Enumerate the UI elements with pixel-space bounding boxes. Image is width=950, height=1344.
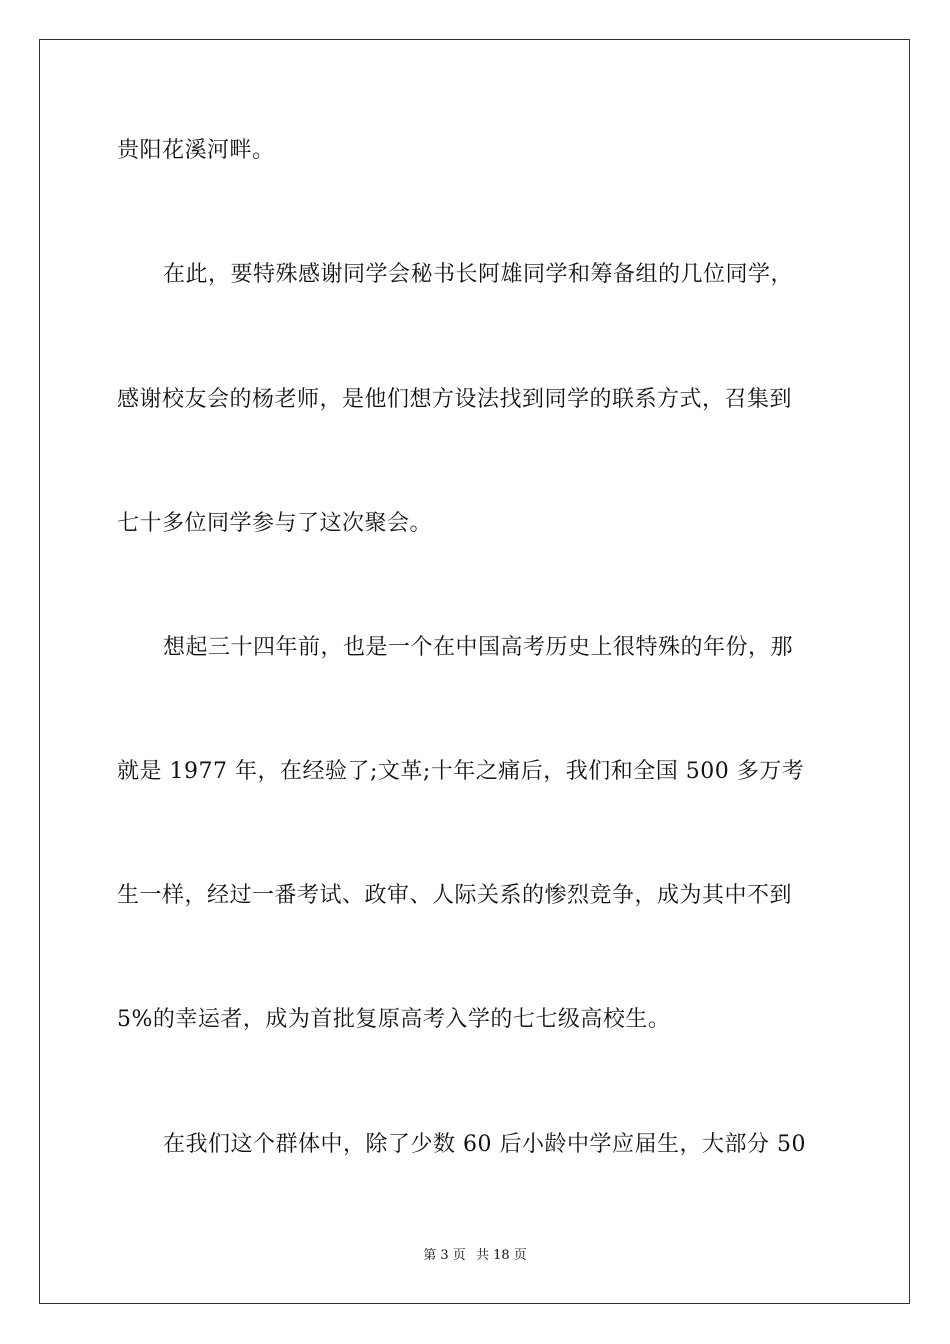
text-line-1: 贵阳花溪河畔。: [117, 138, 275, 163]
text-line-6: 就是 1977 年，在经验了;文革;十年之痛后，我们和全国 500 多万考: [117, 759, 805, 784]
text-line-8: 5%的幸运者，成为首批复原高考入学的七七级高校生。: [117, 1007, 671, 1032]
text-line-4: 七十多位同学参与了这次聚会。: [117, 511, 433, 536]
text-line-3: 感谢校友会的杨老师，是他们想方设法找到同学的联系方式，召集到: [117, 387, 793, 412]
text-line-5: 想起三十四年前，也是一个在中国高考历史上很特殊的年份，那: [163, 635, 794, 660]
page-border: [39, 39, 910, 1304]
page-footer: [0, 1247, 950, 1265]
text-line-9: 在我们这个群体中，除了少数 60 后小龄中学应届生，大部分 50: [163, 1132, 806, 1157]
page-number: 第 3 页: [423, 1248, 466, 1263]
text-line-7: 生一样，经过一番考试、政审、人际关系的惨烈竞争，成为其中不到: [117, 883, 793, 908]
total-pages: 共 18 页: [475, 1248, 527, 1263]
text-line-2: 在此，要特殊感谢同学会秘书长阿雄同学和筹备组的几位同学，: [163, 262, 794, 287]
